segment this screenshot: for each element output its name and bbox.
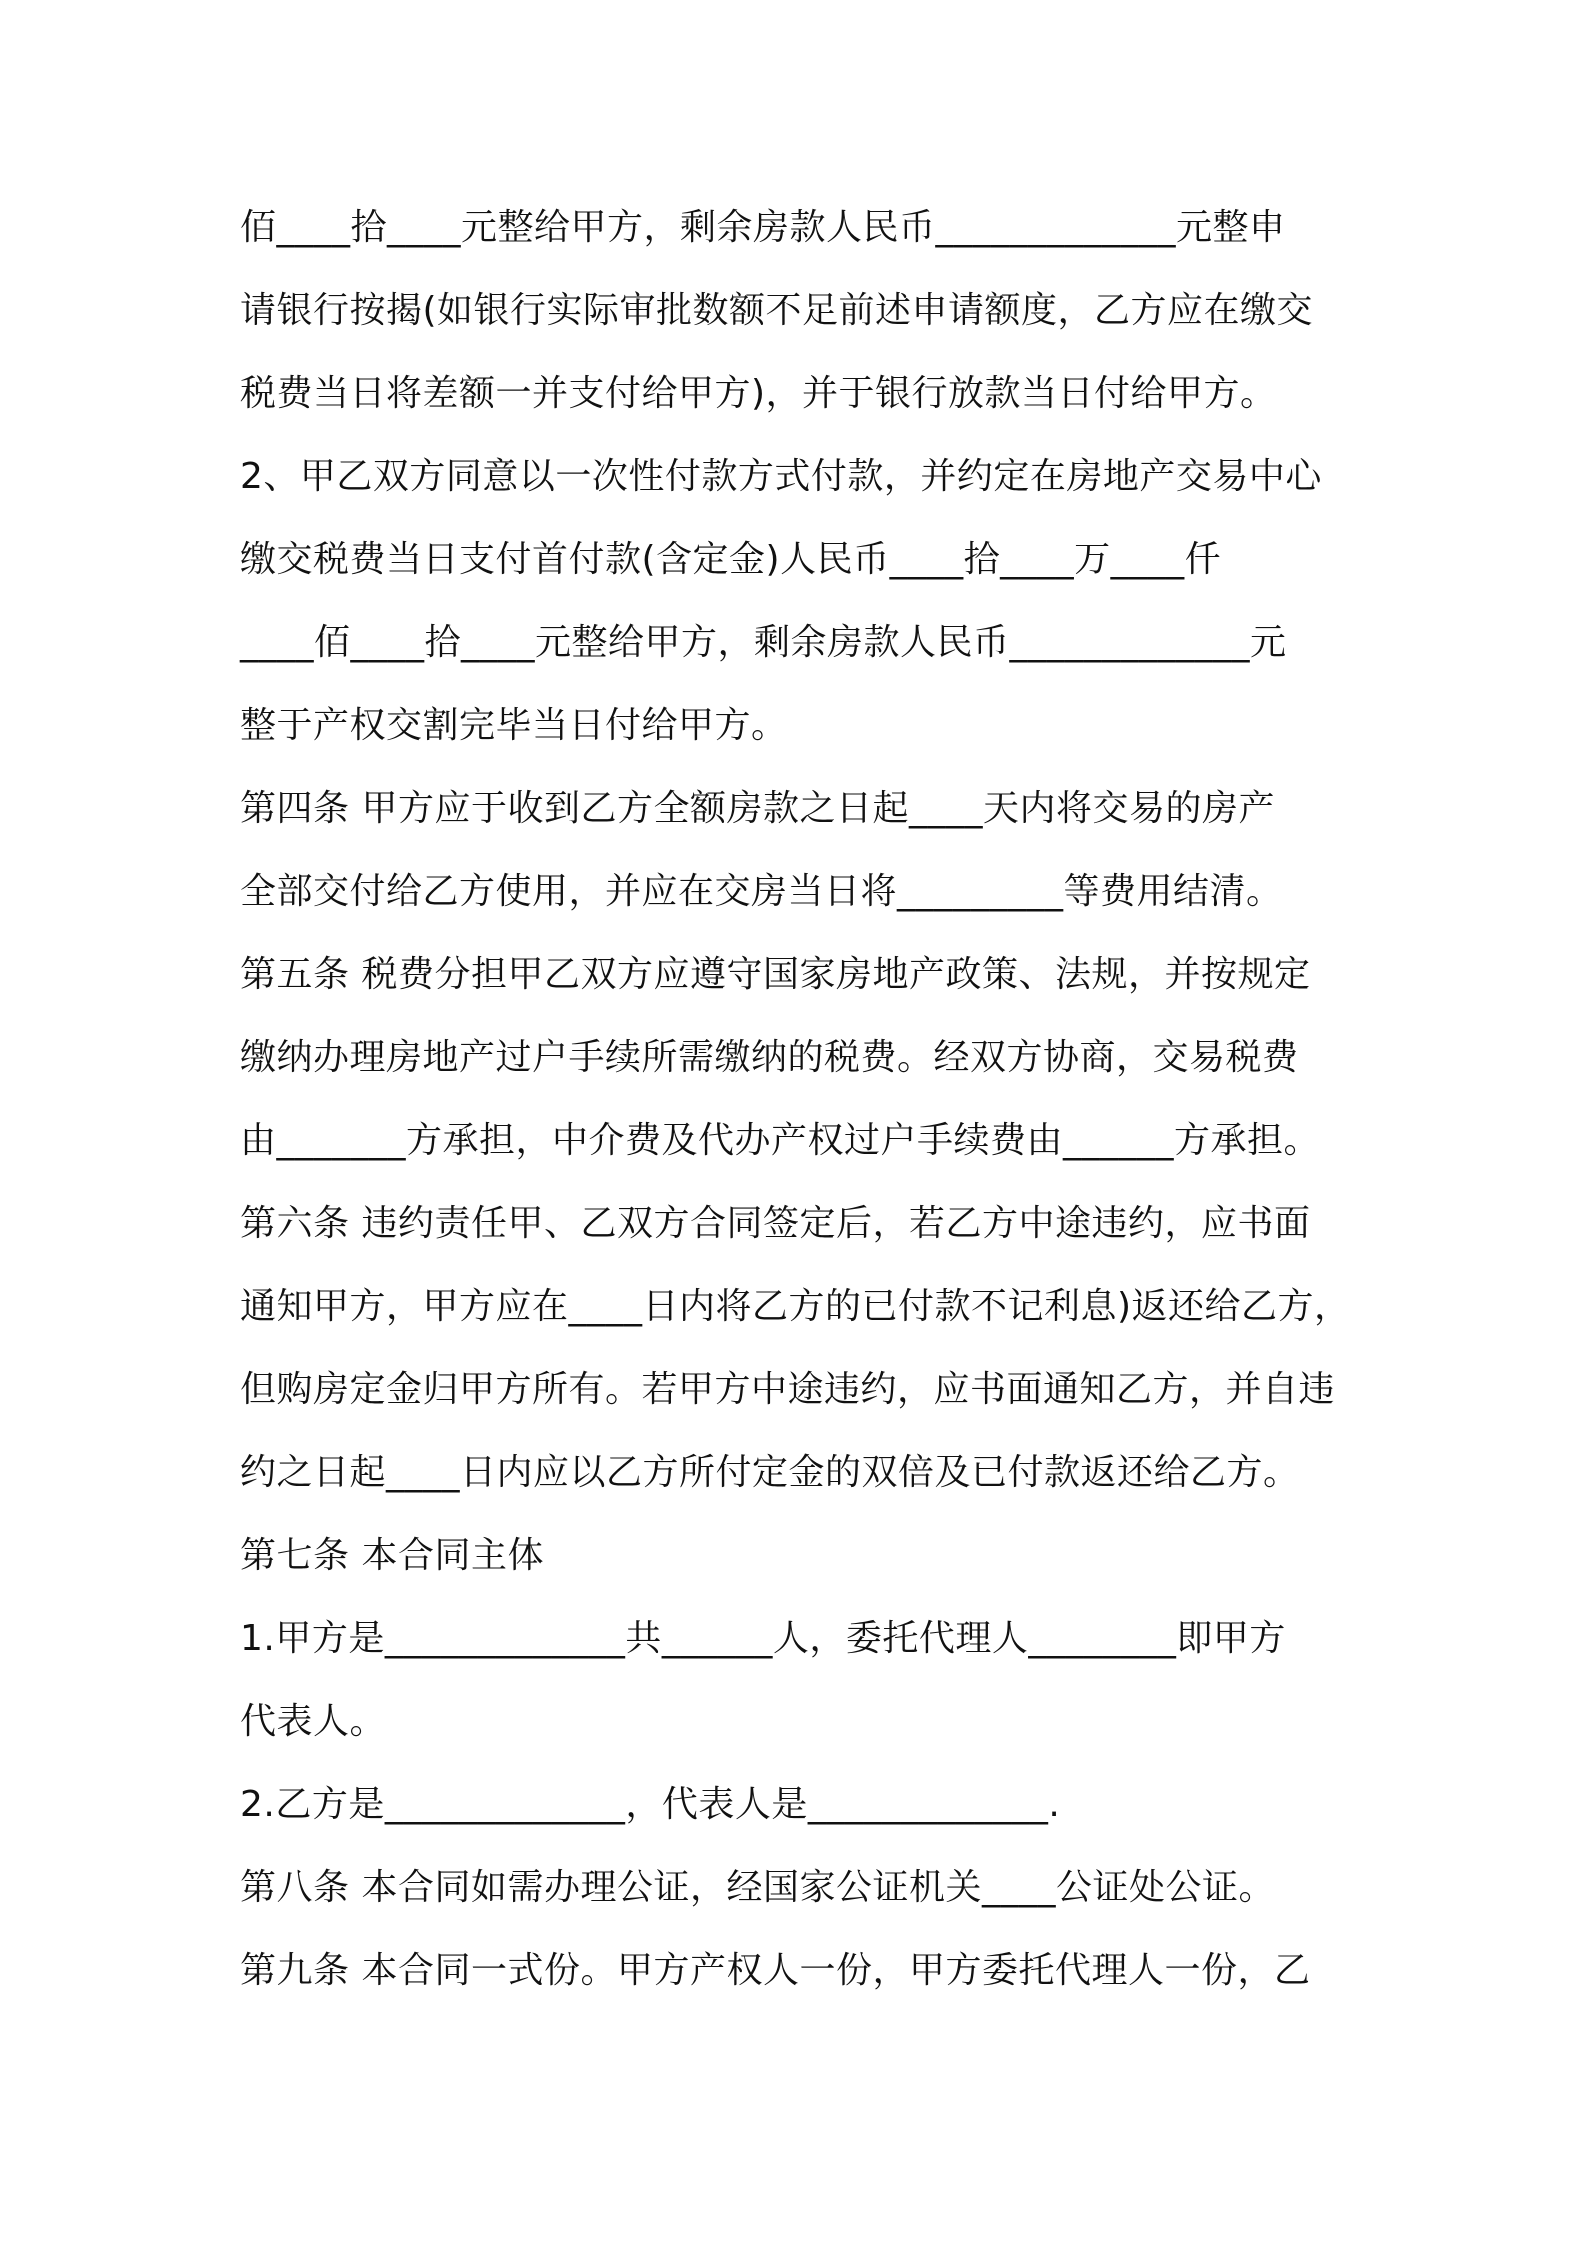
text-line-18: 1.甲方是_____________共______人，委托代理人________即甲方	[240, 1618, 1286, 1659]
text-line-22: 第九条 本合同一式份。甲方产权人一份，甲方委托代理人一份，乙	[240, 1950, 1311, 1991]
text-line-7: 整于产权交割完毕当日付给甲方。	[240, 705, 788, 746]
text-line-13: 第六条 违约责任甲、乙双方合同签定后，若乙方中途违约，应书面	[240, 1203, 1311, 1244]
text-line-4: 2、甲乙双方同意以一次性付款方式付款，并约定在房地产交易中心	[240, 456, 1322, 497]
text-line-11: 缴纳办理房地产过户手续所需缴纳的税费。经双方协商，交易税费	[240, 1037, 1299, 1078]
text-line-2: 请银行按揭(如银行实际审批数额不足前述申请额度，乙方应在缴交	[240, 290, 1314, 331]
text-line-3: 税费当日将差额一并支付给甲方)，并于银行放款当日付给甲方。	[240, 373, 1277, 414]
text-line-20: 2.乙方是_____________，代表人是_____________.	[240, 1784, 1061, 1825]
text-line-17: 第七条 本合同主体	[240, 1535, 544, 1576]
text-line-21: 第八条 本合同如需办理公证，经国家公证机关____公证处公证。	[240, 1867, 1275, 1908]
text-line-6: ____佰____拾____元整给甲方，剩余房款人民币_____________元	[240, 622, 1287, 663]
text-line-10: 第五条 税费分担甲乙双方应遵守国家房地产政策、法规，并按规定	[240, 954, 1311, 995]
text-line-14: 通知甲方，甲方应在____日内将乙方的已付款不记利息)返还给乙方，	[240, 1286, 1351, 1327]
text-line-15: 但购房定金归甲方所有。若甲方中途违约，应书面通知乙方，并自违	[240, 1369, 1336, 1410]
text-line-1: 佰____拾____元整给甲方，剩余房款人民币_____________元整申	[240, 207, 1286, 248]
text-line-16: 约之日起____日内应以乙方所付定金的双倍及已付款返还给乙方。	[240, 1452, 1300, 1493]
text-line-12: 由_______方承担，中介费及代办产权过户手续费由______方承担。	[240, 1120, 1321, 1161]
text-line-19: 代表人。	[240, 1701, 387, 1742]
text-line-9: 全部交付给乙方使用，并应在交房当日将_________等费用结清。	[240, 871, 1283, 912]
text-line-5: 缴交税费当日支付首付款(含定金)人民币____拾____万____仟	[240, 539, 1222, 580]
text-line-8: 第四条 甲方应于收到乙方全额房款之日起____天内将交易的房产	[240, 788, 1275, 829]
